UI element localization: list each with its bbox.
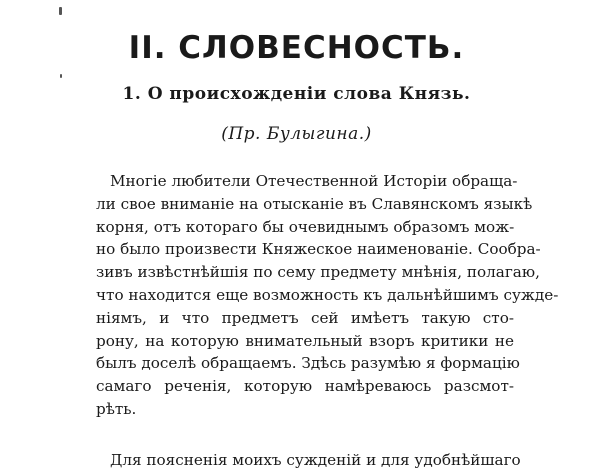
text-line: рону, на которую внимательный взоръ критики не [96, 331, 514, 350]
text-line: былъ доселѣ обращаемъ. Здѣсь разумѣю я формацiю [96, 354, 520, 373]
paragraph-2 [96, 449, 521, 472]
article-author: (Пр. Булыгина.) [221, 124, 372, 144]
section-heading: II. СЛОВЕСНОСТЬ. [128, 30, 465, 66]
paragraph-1 [96, 170, 559, 421]
text-line: зивъ извѣстнѣйшiя по сему предмету мнѣнiя, полагаю, [96, 263, 540, 282]
text-line: рѣть. [96, 399, 137, 418]
scan-speck [59, 7, 62, 15]
text-line: Многiе любители Отечественной Исторiи обраща- [110, 172, 518, 190]
article-title: 1. О происхожденiи слова Князь. [122, 84, 471, 104]
text-line: ли свое вниманiе на отысканiе въ Славянскомъ языкѣ [96, 194, 533, 213]
text-line: что находится еще возможность къ дальнѣйшимъ сужде- [96, 285, 559, 304]
text-line: но было произвести Княжеское наименованiе. Сообра- [96, 240, 541, 259]
text-line: самаго реченiя, которую намѣреваюсь разсмот- [96, 377, 514, 396]
text-line: нiямъ, и что предметъ сей имѣетъ такую сто- [96, 308, 514, 327]
text-line: Для поясненiя моихъ сужденiй и для удобнѣйшаго [110, 451, 521, 469]
scan-speck [60, 74, 62, 78]
text-line: корня, отъ котораго бы очевиднымъ образомъ мож- [96, 217, 515, 236]
